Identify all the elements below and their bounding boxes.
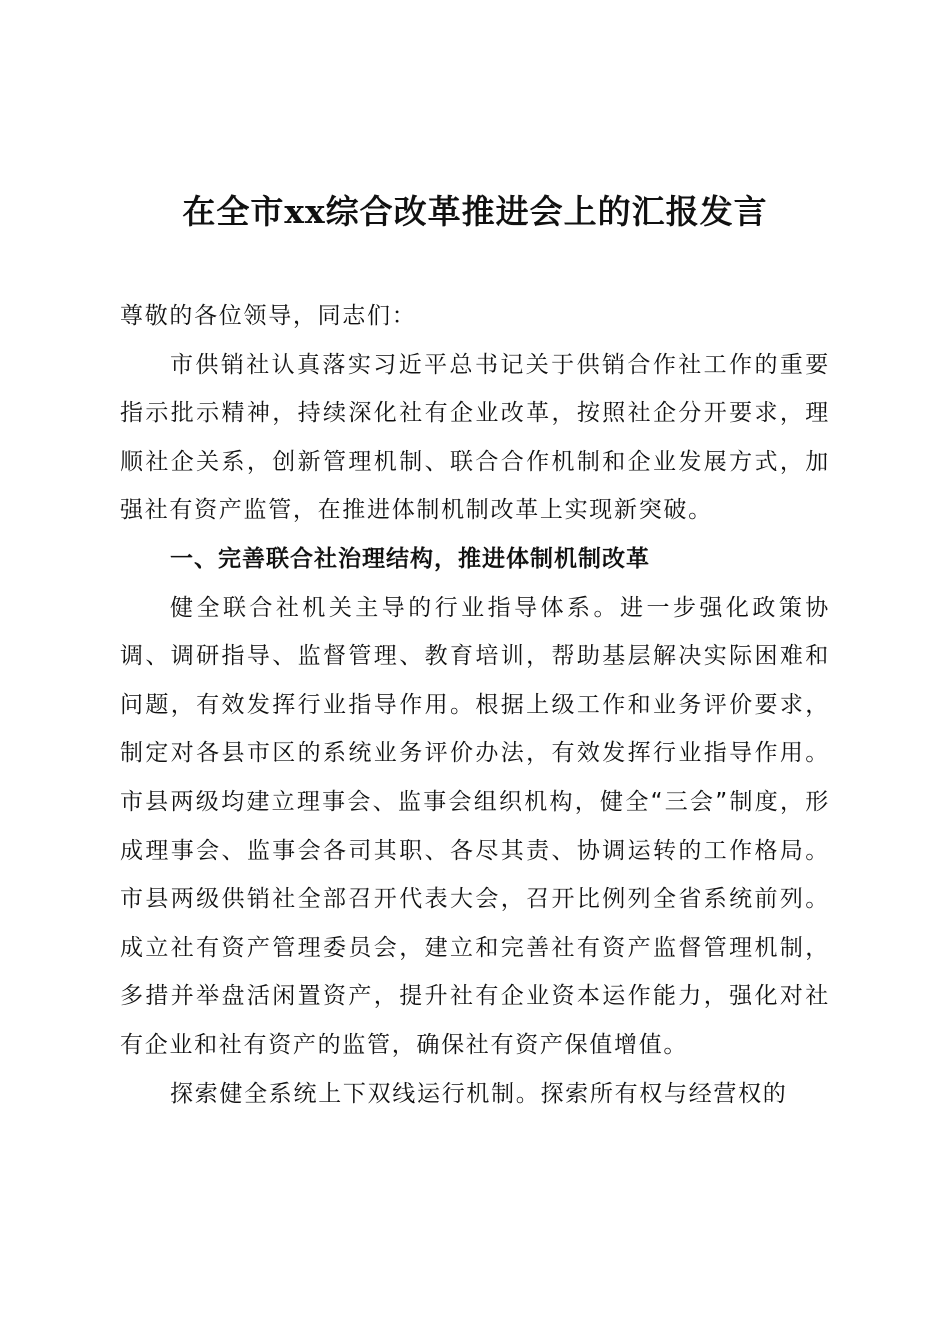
section-one-heading: 一、完善联合社治理结构，推进体制机制改革 [170, 545, 650, 572]
salutation: 尊敬的各位领导，同志们： [120, 303, 417, 329]
section-one-paragraph-2: 探索健全系统上下双线运行机制。探索所有权与经营权的 [170, 1080, 788, 1107]
document-title: 在全市xx综合改革推进会上的汇报发言 [182, 192, 768, 231]
document-body [120, 292, 830, 1118]
intro-paragraph: 市供销社认真落实习近平总书记关于供销合作社工作的重要指示批示精神，持续深化社有企业改革，按照社企分开要求，理顺社企关系，创新管理机制、联合合作机制和企业发展方式，加强社有资产监管，在推进体制机制改革上实现新突破。 [120, 351, 830, 524]
section-one-paragraph-1: 健全联合社机关主导的行业指导体系。进一步强化政策协调、调研指导、监督管理、教育培训，帮助基层解决实际困难和问题，有效发挥行业指导作用。根据上级工作和业务评价要求，制定对各县市区的系统业务评价办法，有效发挥行业指导作用。市县两级均建立理事会、监事会组织机构，健全“三会”制度，形成理事会、监事会各司其职、各尽其责、协调运转的工作格局。市县两级供销社全部召开代表大会，召开比例列全省系统前列。成立社有资产管理委员会，建立和完善社有资产监督管理机制，多措并举盘活闲置资产，提升社有企业资本运作能力，强化对社有企业和社有资产的监管，确保社有资产保值增值。 [120, 594, 830, 1058]
